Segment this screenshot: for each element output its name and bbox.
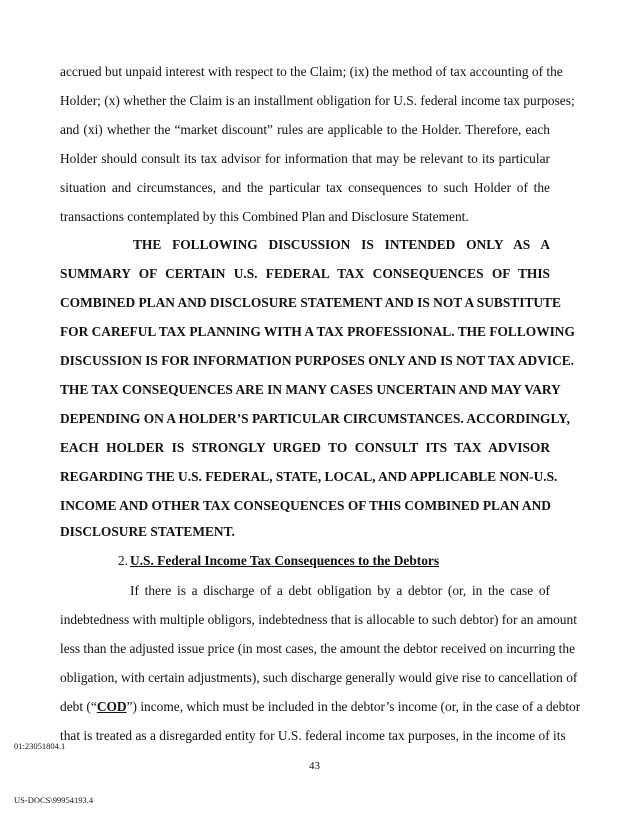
body-line: Holder should consult its tax advisor for information that may be relevant to its particular: [60, 151, 550, 166]
disclaimer-line: THE TAX CONSEQUENCES ARE IN MANY CASES UNCERTAIN AND MAY VARY: [60, 382, 561, 397]
cod-prefix: debt (“: [60, 699, 97, 714]
disclaimer-line: DEPENDING ON A HOLDER’S PARTICULAR CIRCUMSTANCES. ACCORDINGLY,: [60, 411, 570, 426]
disclaimer-line: DISCLOSURE STATEMENT.: [60, 524, 235, 539]
disclaimer-line: DISCUSSION IS FOR INFORMATION PURPOSES ONLY AND IS NOT TAX ADVICE.: [60, 353, 575, 368]
body-line: situation and circumstances, and the particular tax consequences to such Holder of the: [60, 180, 550, 195]
disclaimer-line: SUMMARY OF CERTAIN U.S. FEDERAL TAX CONSEQUENCES OF THIS: [60, 266, 550, 281]
page-number: 43: [309, 760, 320, 772]
cod-defined-term: COD: [96, 699, 127, 714]
document-id-bottom: US-DOCS\99954193.4: [14, 795, 94, 805]
body-line: Holder; (x) whether the Claim is an installment obligation for U.S. federal income tax purposes;: [60, 93, 575, 108]
body-line: less than the adjusted issue price (in most cases, the amount the debtor received on incurring the: [60, 641, 576, 656]
body-line: indebtedness with multiple obligors, indebtedness that is allocable to such debtor) for an amount: [60, 612, 577, 627]
disclaimer-line: FOR CAREFUL TAX PLANNING WITH A TAX PROFESSIONAL. THE FOLLOWING: [60, 324, 575, 339]
section-title: U.S. Federal Income Tax Consequences to the Debtors: [130, 553, 440, 568]
body-line: [60, 698, 581, 716]
body-line: transactions contemplated by this Combined Plan and Disclosure Statement.: [60, 209, 469, 224]
disclaimer-line: INCOME AND OTHER TAX CONSEQUENCES OF THIS COMBINED PLAN AND: [60, 498, 551, 513]
section-number: 2.: [118, 553, 129, 568]
disclaimer-line: COMBINED PLAN AND DISCLOSURE STATEMENT AND IS NOT A SUBSTITUTE: [60, 295, 561, 310]
document-id-top: 01:23051804.1: [14, 741, 66, 751]
body-line: accrued but unpaid interest with respect to the Claim; (ix) the method of tax accounting of the: [60, 64, 563, 79]
body-line: that is treated as a disregarded entity for U.S. federal income tax purposes, in the income of its: [60, 728, 566, 743]
cod-suffix: ”) income, which must be included in the debtor’s income (or, in the case of a debtor: [126, 699, 581, 714]
body-line: and (xi) whether the “market discount” rules are applicable to the Holder. Therefore, each: [60, 122, 550, 137]
disclaimer-line: THE FOLLOWING DISCUSSION IS INTENDED ONLY AS A: [133, 237, 550, 252]
body-line: If there is a discharge of a debt obligation by a debtor (or, in the case of: [130, 583, 550, 598]
body-line: obligation, with certain adjustments), such discharge generally would give rise to cancellation of: [60, 670, 578, 685]
disclaimer-line: REGARDING THE U.S. FEDERAL, STATE, LOCAL, AND APPLICABLE NON-U.S.: [60, 469, 558, 484]
disclaimer-line: EACH HOLDER IS STRONGLY URGED TO CONSULT ITS TAX ADVISOR: [60, 440, 550, 455]
